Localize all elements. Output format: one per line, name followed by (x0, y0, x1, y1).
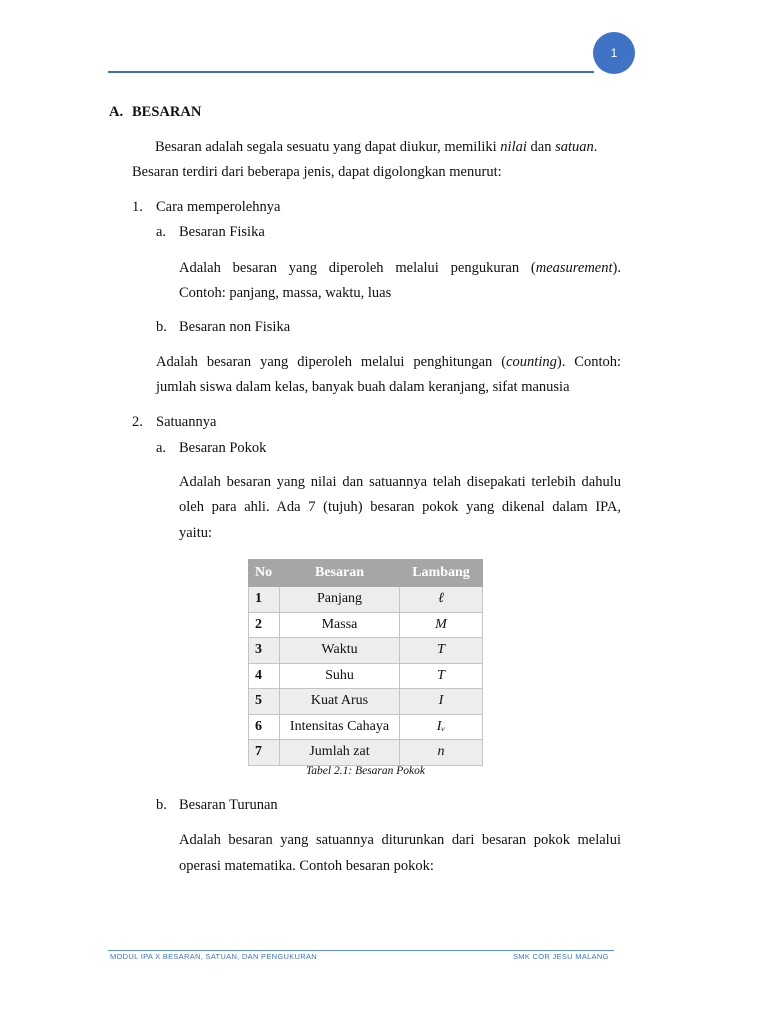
table-row (249, 740, 483, 766)
table-row (249, 689, 483, 715)
cell-no: 7 (249, 740, 280, 766)
cell-no: 5 (249, 689, 280, 715)
table-header-row (249, 560, 483, 587)
item1b-paragraph-line-2: jumlah siswa dalam kelas, banyak buah dalam keranjang, sifat manusia (156, 379, 570, 395)
cell-lambang: ℓ (400, 587, 483, 613)
item1a-title: Besaran Fisika (179, 224, 265, 240)
item2b-paragraph-line-1: Adalah besaran yang satuannya diturunkan dari besaran pokok melalui (179, 832, 621, 848)
cell-besaran: Suhu (280, 663, 400, 689)
table-row (249, 714, 483, 740)
header-rule (108, 71, 594, 73)
cell-besaran: Kuat Arus (280, 689, 400, 715)
header-lambang: Lambang (400, 560, 483, 587)
intro-line-1: Besaran adalah segala sesuatu yang dapat diukur, memiliki nilai dan satuan. (155, 139, 598, 155)
item1a-letter: a. (156, 224, 167, 240)
cell-lambang: Iᵥ (400, 714, 483, 740)
item2b-paragraph-line-2: operasi matematika. Contoh besaran pokok: (179, 858, 434, 874)
item2-title: Satuannya (156, 414, 217, 430)
footer-module-title: MODUL IPA X BESARAN, SATUAN, DAN PENGUKURAN (110, 952, 317, 961)
cell-lambang: n (400, 740, 483, 766)
item2b-title: Besaran Turunan (179, 797, 278, 813)
item2a-paragraph-line-2: oleh para ahli. Ada 7 (tujuh) besaran pokok yang dikenal dalam IPA, (179, 499, 621, 515)
section-letter: A. (109, 104, 124, 120)
cell-no: 2 (249, 612, 280, 638)
cell-no: 6 (249, 714, 280, 740)
header-no: No (249, 560, 280, 587)
item1b-paragraph-line-1: Adalah besaran yang diperoleh melalui penghitungan (counting). Contoh: (156, 354, 622, 370)
cell-besaran: Jumlah zat (280, 740, 400, 766)
cell-no: 1 (249, 587, 280, 613)
item1-title: Cara memperolehnya (156, 199, 281, 215)
item1a-paragraph-line-1: Adalah besaran yang diperoleh melalui pengukuran (measurement). (179, 260, 621, 276)
item2-number: 2. (132, 414, 143, 430)
intro-line-2: Besaran terdiri dari beberapa jenis, dapat digolongkan menurut: (132, 164, 502, 180)
cell-lambang: T (400, 663, 483, 689)
cell-besaran: Intensitas Cahaya (280, 714, 400, 740)
table-row (249, 612, 483, 638)
item1b-letter: b. (156, 319, 167, 335)
cell-besaran: Waktu (280, 638, 400, 664)
item2a-paragraph-line-1: Adalah besaran yang nilai dan satuannya telah disepakati terlebih dahulu (179, 474, 621, 490)
item1b-title: Besaran non Fisika (179, 319, 291, 335)
table-caption: Tabel 2.1: Besaran Pokok (305, 765, 426, 777)
besaran-pokok-table (248, 559, 483, 766)
table-row (249, 638, 483, 664)
cell-besaran: Panjang (280, 587, 400, 613)
footer-rule (108, 950, 614, 951)
item2b-letter: b. (156, 797, 167, 813)
item1a-paragraph-line-2: Contoh: panjang, massa, waktu, luas (179, 285, 392, 301)
table-row (249, 587, 483, 613)
page-number-badge: 1 (593, 32, 635, 74)
item2a-paragraph-line-3: yaitu: (179, 525, 213, 541)
item2a-letter: a. (156, 440, 167, 456)
cell-lambang: M (400, 612, 483, 638)
cell-no: 4 (249, 663, 280, 689)
header-besaran: Besaran (280, 560, 400, 587)
table-row (249, 663, 483, 689)
item1-number: 1. (132, 199, 143, 215)
cell-no: 3 (249, 638, 280, 664)
cell-besaran: Massa (280, 612, 400, 638)
cell-lambang: T (400, 638, 483, 664)
cell-lambang: I (400, 689, 483, 715)
footer-school-name: SMK COR JESU MALANG (513, 952, 609, 961)
item2a-title: Besaran Pokok (179, 440, 267, 456)
section-title: BESARAN (132, 104, 202, 120)
